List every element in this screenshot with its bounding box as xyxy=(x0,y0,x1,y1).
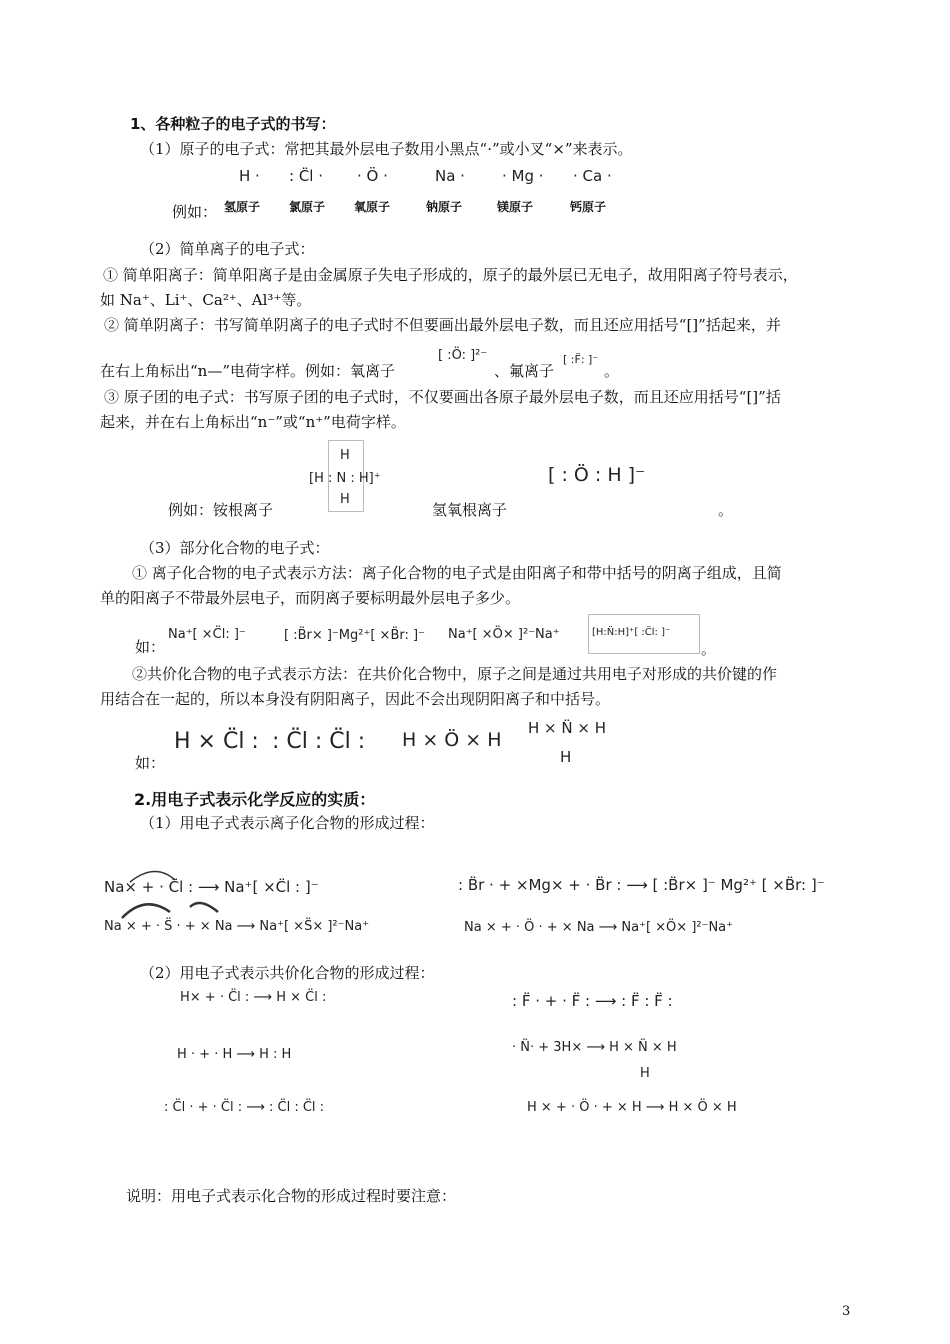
polyatomic-para-line2: 起来，并在右上角标出“n⁻”或“n⁺”电荷字样。 xyxy=(100,413,406,431)
ammonium-h-top: H xyxy=(340,448,350,463)
covalent-para-line2: 用结合在一起的，所以本身没有阴阳离子，因此不会出现阴阳离子和中括号。 xyxy=(100,690,611,708)
covalent-hcl: H × C̈l : xyxy=(174,729,259,754)
anion-separator: 、氟离子 xyxy=(494,362,555,380)
atom-label-cl: 氯原子 xyxy=(289,200,326,214)
polyatomic-example-prefix: 例如：铵根离子 xyxy=(168,501,274,519)
atom-label-ca: 钙原子 xyxy=(570,200,607,214)
atom-ca: · Ca · xyxy=(573,167,612,185)
polyatomic-end: 。 xyxy=(718,501,734,519)
covalent-formation-h2: H · + · H ⟶ H : H xyxy=(177,1047,292,1062)
covalent-formation-nh3: · N̈· + 3H× ⟶ H × N̈ × H xyxy=(512,1040,677,1055)
ionic-para-line2: 单的阳离子不带最外层电子，而阴离子要标明最外层电子多少。 xyxy=(100,589,521,607)
note-text: 说明：用电子式表示化合物的形成过程时要注意： xyxy=(126,1187,457,1205)
fluoride-ion-formula: [ :F̈: ]⁻ xyxy=(563,353,599,366)
covalent-formation-nh3-bottom-h: H xyxy=(640,1066,650,1081)
polyatomic-para-line1: ③ 原子团的电子式：书写原子团的电子式时，不仅要画出各原子最外层电子数，而且还应用括号“[]”括 xyxy=(104,388,781,406)
hydroxide-formula: [ : Ö : H ]⁻ xyxy=(548,464,646,486)
ionic-na2o: Na⁺[ ×Ö× ]²⁻Na⁺ xyxy=(448,627,560,642)
covalent-formation-f2: : F̈ · + · F̈ : ⟶ : F̈ : F̈ : xyxy=(512,992,673,1010)
ionic-formation-na2s: Na × + · S̈ · + × Na ⟶ Na⁺[ ×S̈× ]²⁻Na⁺ xyxy=(104,919,370,934)
covalent-para-line1: ②共价化合物的电子式表示方法：在共价化合物中，原子之间是通过共用电子对形成的共价键的作 xyxy=(132,665,778,683)
atom-label-mg: 镁原子 xyxy=(497,200,534,214)
anion-para-line2: 在右上角标出“n—”电荷字样。例如：氧离子 xyxy=(100,362,395,380)
ionic-example-prefix: 如： xyxy=(135,638,166,656)
section-heading-2: 2.用电子式表示化学反应的实质： xyxy=(134,790,376,809)
covalent-formation-h2o: H × + · Ö · + × H ⟶ H × Ö × H xyxy=(527,1100,737,1115)
hydroxide-label: 氢氧根离子 xyxy=(432,501,508,519)
cation-para-line2: 如 Na⁺、Li⁺、Ca²⁺、Al³⁺等。 xyxy=(100,291,312,309)
ionic-formation-mgbr2: : B̈r · + ×Mg× + · B̈r : ⟶ [ :B̈r× ]⁻ Mg²⁺ [ ×B̈r: ]⁻ xyxy=(458,876,825,894)
compounds-title: （3）部分化合物的电子式： xyxy=(140,539,330,557)
ionic-formation-title: （1）用电子式表示离子化合物的形成过程： xyxy=(140,814,435,832)
simple-ions-title: （2）简单离子的电子式： xyxy=(140,240,315,258)
ionic-formation-nacl: Na× + · C̈l : ⟶ Na⁺[ ×C̈l : ]⁻ xyxy=(104,878,319,896)
ammonium-h-bottom: H xyxy=(340,492,350,507)
ionic-example-end: 。 xyxy=(701,640,717,658)
covalent-h2o: H × Ö × H xyxy=(402,729,502,751)
atom-label-h: 氢原子 xyxy=(224,200,261,214)
anion-para-line1: ② 简单阴离子：书写简单阴离子的电子式时不但要画出最外层电子数，而且还应用括号“[]”括起来，并 xyxy=(104,316,781,334)
ionic-mgbr2: [ :B̈r× ]⁻Mg²⁺[ ×B̈r: ]⁻ xyxy=(284,628,425,643)
atom-o: · Ö · xyxy=(357,167,388,185)
oxide-ion-formula: [ :Ö: ]²⁻ xyxy=(438,348,488,363)
ammonium-formula: [H : N : H]⁺ xyxy=(309,471,381,486)
covalent-formation-hcl: H× + · C̈l : ⟶ H × C̈l : xyxy=(180,990,327,1005)
covalent-nh3: H × N̈ × H xyxy=(528,719,606,737)
atom-mg: · Mg · xyxy=(502,167,544,185)
ionic-nacl: Na⁺[ ×C̈l: ]⁻ xyxy=(168,627,246,642)
anion-para-end: 。 xyxy=(604,362,620,380)
atoms-example-prefix: 例如： xyxy=(172,203,218,221)
atom-label-na: 钠原子 xyxy=(426,200,463,214)
section-heading-1: 1、各种粒子的电子式的书写： xyxy=(130,115,336,133)
covalent-example-prefix: 如： xyxy=(135,754,166,772)
ionic-para-line1: ① 离子化合物的电子式表示方法：离子化合物的电子式是由阳离子和带中括号的阴离子组成，且简 xyxy=(132,564,782,582)
atoms-intro: （1）原子的电子式：常把其最外层电子数用小黑点“·”或小叉“×”来表示。 xyxy=(140,140,633,158)
cation-para-line1: ① 简单阳离子：简单阳离子是由金属原子失电子形成的，原子的最外层已无电子，故用阳离子符号表示， xyxy=(103,266,798,284)
atom-cl: : C̈l · xyxy=(289,167,323,185)
page-number: 3 xyxy=(842,1304,851,1319)
atom-h: H · xyxy=(239,167,260,185)
atom-label-o: 氧原子 xyxy=(354,200,391,214)
covalent-nh3-bottom-h: H xyxy=(560,748,572,766)
atom-na: Na · xyxy=(435,167,465,185)
covalent-formation-cl2: : C̈l · + · C̈l : ⟶ : C̈l : C̈l : xyxy=(164,1100,325,1115)
covalent-cl2: : C̈l : C̈l : xyxy=(272,729,366,754)
covalent-formation-title: （2）用电子式表示共价化合物的形成过程： xyxy=(140,964,435,982)
ionic-nh4cl: [H:N̈:H]⁺[ :C̈l: ]⁻ xyxy=(592,627,671,638)
ionic-formation-na2o: Na × + · Ö · + × Na ⟶ Na⁺[ ×Ö× ]²⁻Na⁺ xyxy=(464,920,734,935)
